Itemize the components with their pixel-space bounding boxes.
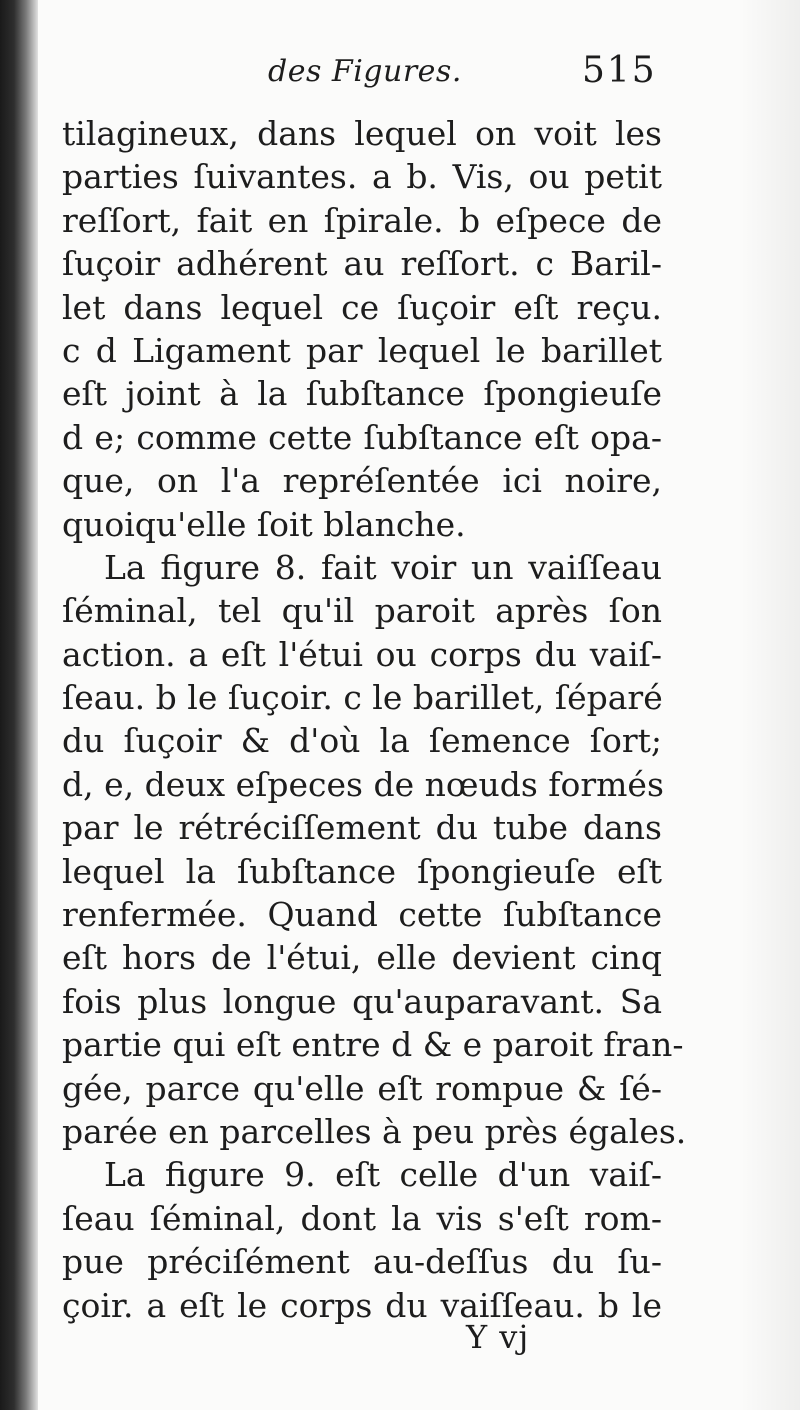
text-line: d, e, deux eſpeces de nœuds formés [62, 764, 664, 804]
text-line: quoiqu'elle ſoit blanche. [62, 504, 466, 544]
page-number: 515 [582, 50, 657, 91]
text-line: par le rétréciſſement du tube dans [62, 808, 662, 848]
text-line: fois plus longue qu'auparavant. Sa [62, 981, 662, 1021]
text-line: ſeau. b le ſuçoir. c le barillet, ſéparé [62, 678, 663, 718]
text-line: d e; comme cette ſubſtance eſt opa- [62, 417, 662, 457]
text-line: lequel la ſubſtance ſpongieuſe eſt [62, 851, 662, 891]
text-line: action. a eſt l'étui ou corps du vaiſ- [62, 634, 662, 674]
body-text [62, 112, 687, 1327]
text-line: renfermée. Quand cette ſubſtance [62, 895, 662, 935]
text-line: çoir. a eſt le corps du vaiſſeau. b le [62, 1285, 662, 1325]
text-line: eſt hors de l'étui, elle devient cinq [62, 938, 662, 978]
paragraph-first-line: La figure 8. fait voir un vaiſſeau [104, 547, 662, 587]
text-line: reſſort, fait en ſpirale. b eſpece de [62, 200, 662, 240]
paragraph-first-line: La figure 9. eſt celle d'un vaiſ- [104, 1155, 662, 1195]
text-line: que, on l'a repréſentée ici noire, [62, 461, 662, 501]
text-line: ſéminal, tel qu'il paroit après ſon [62, 591, 662, 631]
text-line: eſt joint à la ſubſtance ſpongieuſe [62, 374, 662, 414]
text-line: tilagineux, dans lequel on voit les [62, 114, 662, 153]
text-line: parties ſuivantes. a b. Vis, ou petit [62, 157, 662, 197]
text-line: ſeau ſéminal, dont la vis s'eſt rom- [62, 1198, 662, 1238]
running-title: des Figures. [268, 54, 462, 89]
text-line: let dans lequel ce ſuçoir eſt reçu. [62, 287, 662, 327]
text-line: partie qui eſt entre d & e paroit fran- [62, 1025, 684, 1065]
text-line: pue préciſément au-deſſus du ſu- [62, 1242, 662, 1282]
signature-mark: Y vj [466, 1318, 530, 1356]
book-binding-edge [0, 0, 40, 1410]
text-line: parée en parcelles à peu près égales. [62, 1111, 687, 1151]
text-line: c d Ligament par lequel le barillet [62, 330, 662, 370]
text-line: gée, parce qu'elle eſt rompue & ſé- [62, 1068, 662, 1108]
text-line: du ſuçoir & d'où la ſemence ſort; [62, 721, 662, 761]
text-line: ſuçoir adhérent au reſſort. c Baril- [62, 244, 662, 284]
